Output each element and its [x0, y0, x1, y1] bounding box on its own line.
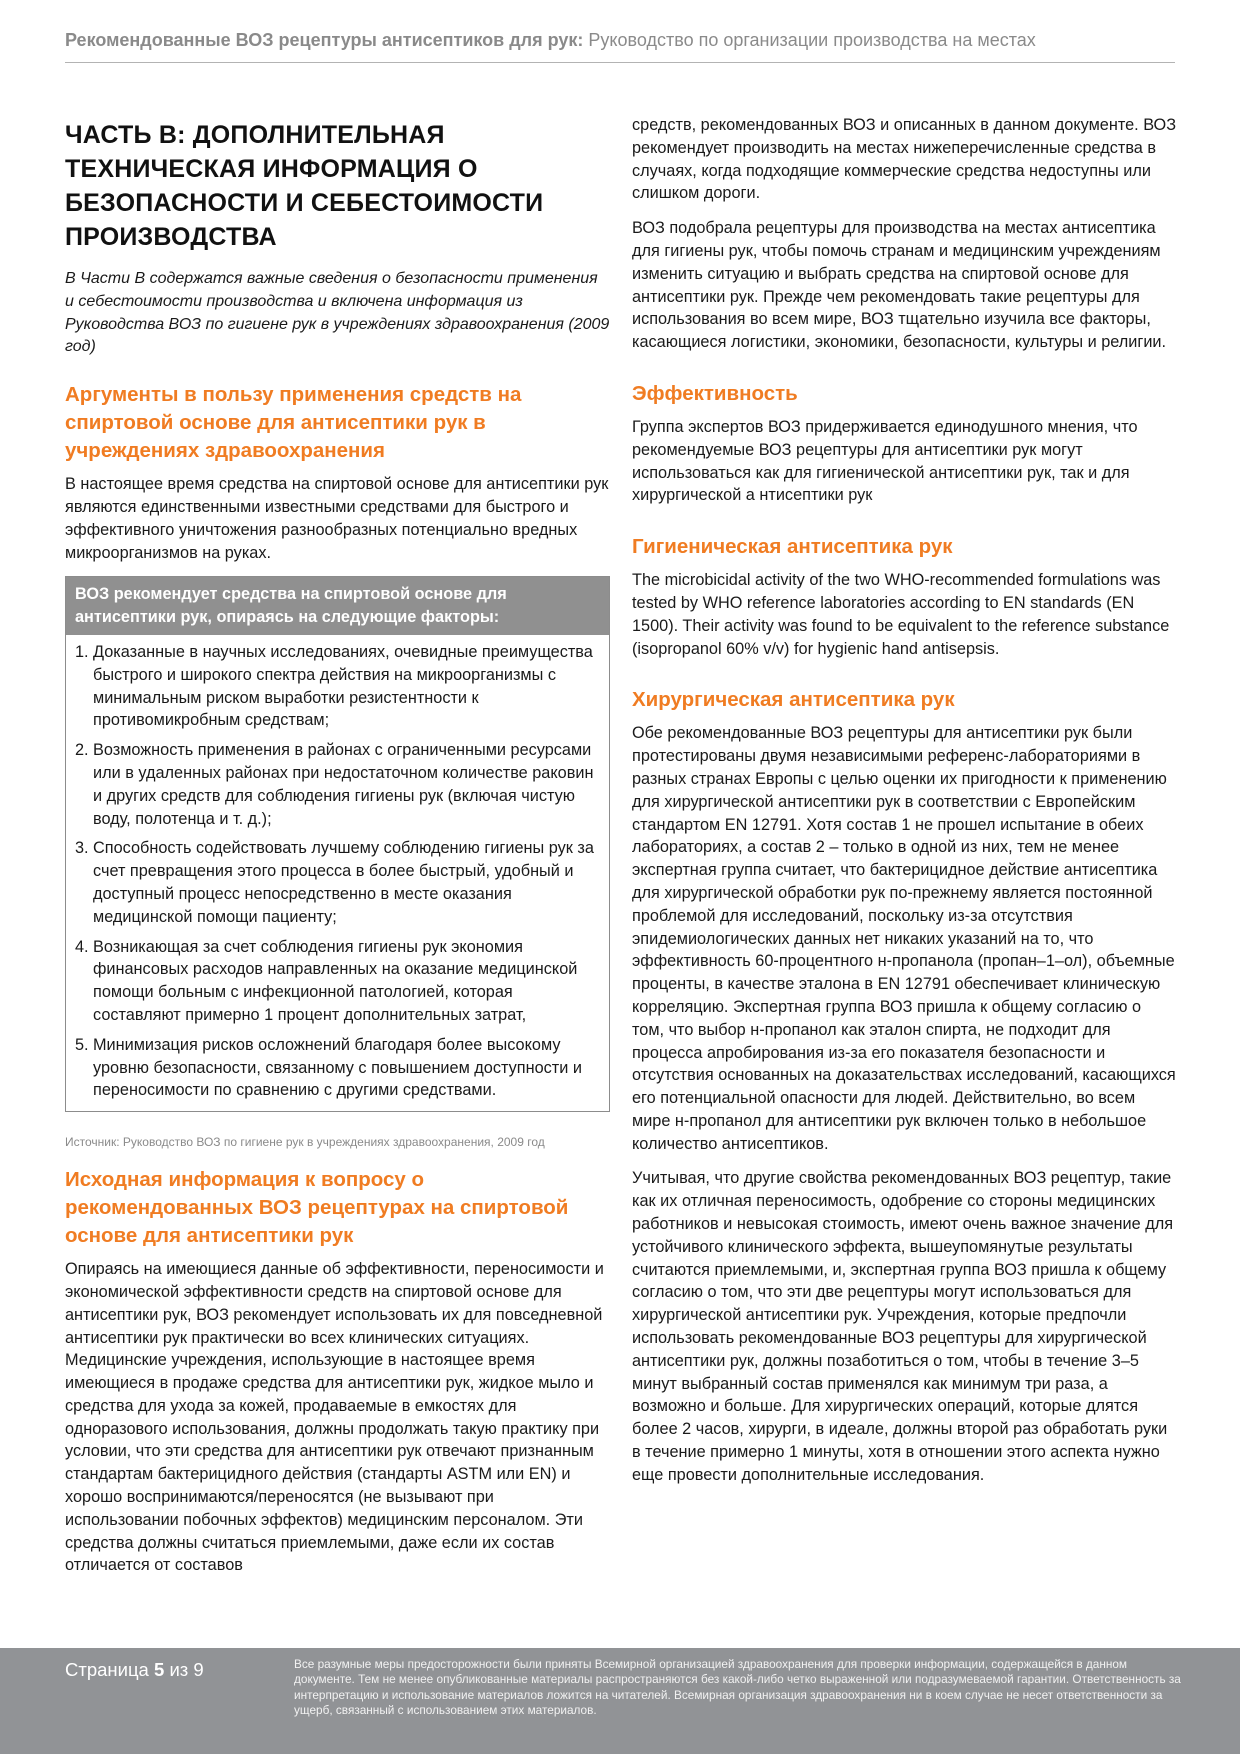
list-item-text: Возможность применения в районах с ограниченными ресурсами или в удаленных районах при недостаточном количестве раковин и других средств для соблюдения гигиены рук (включая чистую воду, полотенца и т. д.); — [93, 741, 594, 828]
source-note: Источник: Руководство ВОЗ по гигиене рук в учреждениях здравоохранения, 2009 год — [65, 1135, 545, 1150]
section-text-surgical: Обе рекомендованные ВОЗ рецептуры для антисептики рук были протестированы двумя независимыми референс-лабораториями в разных странах Европы с целью оценки их пригодности к применению для хирургической антисептики рук в соответствии с Европейским стандартом EN 12791. Хотя состав 1 не прошел испытание в обеих лабораториях, а состав 2 – только в одной из них, тем не менее экспертная группа считает, что бактерицидное действие антисептика для хирургической обработки рук по-прежнему является постоянной проблемой для исследований, поскольку из-за отсутствия эпидемиологических данных нет никаких указаний на то, что эффективность 60-процентного н-пропанола (пропан–1–ол), объемные проценты, в качестве эталона в EN 12791 обеспечивает клиническую корреляцию. Экспертная группа ВОЗ пришла к общему согласию о том, что выбор н-пропанол как эталон спирта, не подходит для процесса апробирования из-за его показателя безопасности и отсутствия основанных на доказательствах исследований, касающихся его потенциальной опасности для людей. Действительно, во всем мире н-пропанол для антисептики рук включен только в небольшое количество антисептиков. — [632, 724, 1176, 1153]
list-item — [75, 739, 597, 830]
list-item-number: 4. — [75, 937, 89, 956]
page-of: из — [169, 1659, 189, 1680]
paragraph-selection: ВОЗ подобрала рецептуры для производства на местах антисептика для гигиены рук, чтобы помочь странам и медицинским учреждениям изменить ситуацию и выбрать средства на спиртовой основе для антисептики рук. Прежде чем рекомендовать такие рецептуры для использования во всем мире, ВОЗ тщательно изучила все факторы, касающиеся логистики, экономики, безопасности, культуры и религии. — [632, 219, 1167, 352]
section-text-arguments: В настоящее время средства на спиртовой основе для антисептики рук являются единственными известными средствами для быстрого и эффективного уничтожения разнообразных потенциально вредных микроорганизмов на руках. — [65, 475, 609, 562]
list-item — [75, 936, 597, 1027]
recommendation-list — [66, 635, 609, 1111]
page-number — [65, 1658, 204, 1682]
list-item-number: 3. — [75, 839, 89, 858]
footer-disclaimer: Все разумные меры предосторожности были приняты Всемирной организацией здравоохранения для проверки информации, содержащейся в данном документе. Тем не менее опубликованные материалы распространяются без какой-либо четко выраженной или подразумеваемой гарантии. Ответственность за интерпретацию и использование материалов ложится на читателей. Всемирная организация здравоохранения ни в коем случае не несет ответственности за ущерб, связанный с использованием этих материалов. — [294, 1657, 1181, 1717]
list-item — [75, 1034, 597, 1102]
list-item — [75, 837, 597, 928]
section-text-background: Опираясь на имеющиеся данные об эффективности, переносимости и экономической эффективности средств на спиртовой основе для антисептики рук, ВОЗ рекомендует использовать их для повседневной антисептики рук практически во всех клинических ситуациях. Медицинские учреждения, использующие в настоящее время имеющиеся в продаже средства для антисептики рук, жидкое мыло и средства для ухода за кожей, продаваемые в емкостях для одноразового использования, должны продолжать такую практику при условии, что эти средства для антисептики рук отвечают признанным стандартам бактерицидного действия (стандарты ASTM или EN) и хорошо воспринимаются/переносятся (не вызывают при использовании побочных эффектов) медицинским персоналом. Эти средства должны считаться приемлемыми, даже если их состав отличается от составов — [65, 1260, 604, 1575]
section-title-arguments: Аргументы в пользу применения средств на спиртовой основе для антисептики рук в учреждениях здравоохранения — [65, 383, 522, 463]
list-item-text: Возникающая за счет соблюдения гигиены рук экономия финансовых расходов направленных на оказание медицинской помощи больным с инфекционной патологией, которая составляют примерно 1 процент дополнительных затрат, — [93, 937, 578, 1024]
recommendation-box-title: ВОЗ рекомендует средства на спиртовой основе для антисептики рук, опираясь на следующие факторы: — [66, 577, 609, 635]
continued-text: средств, рекомендованных ВОЗ и описанных в данном документе. ВОЗ рекомендует производить на местах нижеперечисленные средства в случаях, когда подходящие коммерческие средства недоступны или слишком дороги. — [632, 116, 1177, 203]
list-item-text: Минимизация рисков осложнений благодаря более высокому уровню безопасности, связанному с повышением доступности и переносимости по сравнению с другими средствами. — [93, 1035, 582, 1100]
list-item-number: 5. — [75, 1035, 89, 1054]
page-word: Страница — [65, 1659, 149, 1680]
list-item — [75, 641, 597, 732]
list-item-text: Доказанные в научных исследованиях, очевидные преимущества быстрого и широкого спектра действия на микроорганизмы с минимальным риском выработки резистентности к противомикробным средствам; — [93, 642, 593, 730]
list-item-number: 1. — [75, 642, 89, 661]
left-column — [65, 118, 610, 1589]
page-footer — [0, 1648, 1240, 1754]
section-text-efficacy: Группа экспертов ВОЗ придерживается единодушного мнения, что рекомендуемые ВОЗ рецептуры для антисептики рук могут использоваться как для гигиенической антисептики рук, так и для хирургической а нтисептики рук — [632, 417, 1138, 505]
list-item-number: 2. — [75, 741, 89, 760]
section-title-background: Исходная информация к вопросу о рекомендованных ВОЗ рецептурах на спиртовой основе для антисептики рук — [65, 1168, 569, 1248]
part-title: ЧАСТЬ В: ДОПОЛНИТЕЛЬНАЯ ТЕХНИЧЕСКАЯ ИНФОРМАЦИЯ О БЕЗОПАСНОСТИ И СЕБЕСТОИМОСТИ ПРОИЗВОДСТВА — [65, 121, 544, 251]
recommendation-box — [65, 576, 610, 1112]
page-total: 9 — [193, 1659, 204, 1680]
running-header-subtitle: Руководство по организации производства на местах — [588, 30, 1036, 50]
right-column — [632, 114, 1177, 1499]
part-intro: В Части В содержатся важные сведения о безопасности применения и себестоимости производства и включена информация из Руководства ВОЗ по гигиене рук в учреждениях здравоохранения (2009 год) — [65, 270, 610, 356]
section-title-efficacy: Эффективность — [632, 381, 798, 405]
section-title-hygienic: Гигиеническая антисептика рук — [632, 535, 953, 559]
section-text-surgical-conclusion: Учитывая, что другие свойства рекомендованных ВОЗ рецептур, такие как их отличная переносимость, одобрение со стороны медицинских работников и невысокая стоимость, имеют очень важное значение для устойчивого клинического эффекта, вышеупомянутые результаты считаются приемлемыми, и, экспертная группа ВОЗ пришла к общему согласию о том, что эти две рецептуры могут использоваться для хирургической антисептики рук. Учреждения, которые предпочли использовать рекомендованные ВОЗ рецептуры для хирургической антисептики рук, должны позаботиться о том, чтобы в течение 3–5 минут выбранный состав применялся как минимум три раза, а возможно и больше. Для хирургических операций, которые длятся более 2 часов, хирурги, в идеале, должны второй раз обработать руки в течение примерно 1 минуты, хотя в отношении этого аспекта нужно еще провести дополнительные исследования. — [632, 1169, 1174, 1484]
running-header — [65, 28, 1175, 63]
list-item-text: Способность содействовать лучшему соблюдению гигиены рук за счет превращения этого процесса в более быстрый, удобный и доступный процесс непосредственно в месте оказания медицинской помощи пациенту; — [93, 839, 594, 926]
section-title-surgical: Хирургическая антисептика рук — [632, 688, 955, 712]
page-current: 5 — [154, 1659, 165, 1680]
running-header-title: Рекомендованные ВОЗ рецептуры антисептиков для рук: — [65, 30, 584, 50]
section-text-hygienic: The microbicidal activity of the two WHO-recommended formulations was tested by WHO reference laboratories according to EN standards (EN 1500). Their activity was found to be equivalent to the reference substance (isopropanol 60% v/v) for hygienic hand antisepsis. — [632, 571, 1170, 658]
